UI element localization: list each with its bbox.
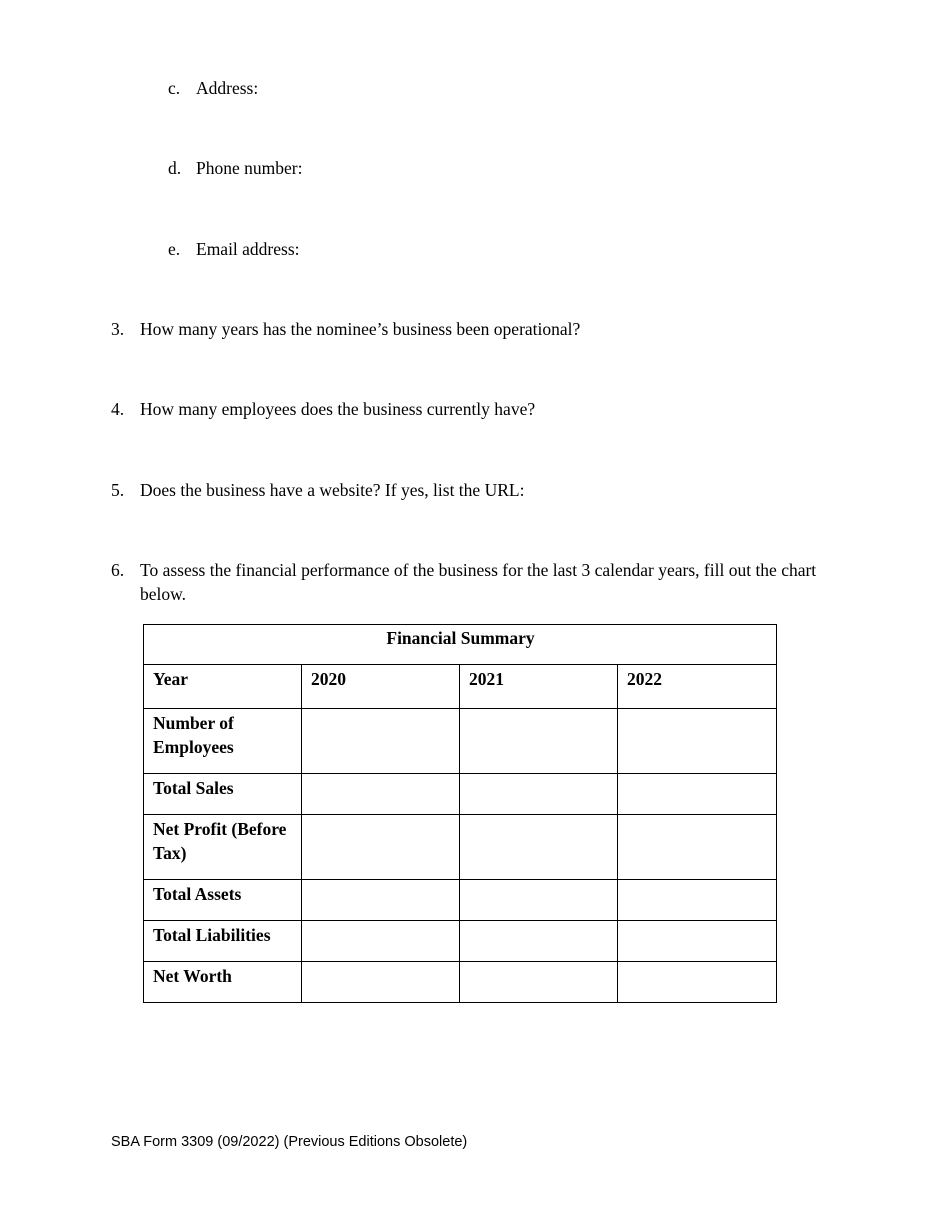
year-2020-header: 2020 [302, 665, 460, 709]
total-liabilities-2021-cell[interactable] [460, 921, 618, 962]
table-header-row [144, 665, 777, 709]
net-worth-2020-cell[interactable] [302, 962, 460, 1003]
email-address-label: Email address: [196, 239, 300, 259]
table-row [144, 962, 777, 1003]
table-row [144, 709, 777, 774]
question-text: Does the business have a website? If yes, list the URL: [140, 480, 525, 500]
total-assets-2022-cell[interactable] [618, 880, 777, 921]
question-number: 3. [111, 319, 125, 339]
row-label-employees: Number of Employees [144, 709, 302, 774]
total-liabilities-2020-cell[interactable] [302, 921, 460, 962]
row-label-total-assets: Total Assets [144, 880, 302, 921]
row-label-net-worth: Net Worth [144, 962, 302, 1003]
total-sales-2020-cell[interactable] [302, 774, 460, 815]
net-profit-2020-cell[interactable] [302, 815, 460, 880]
net-profit-2021-cell[interactable] [460, 815, 618, 880]
net-worth-2021-cell[interactable] [460, 962, 618, 1003]
total-sales-2022-cell[interactable] [618, 774, 777, 815]
address-label: Address: [196, 78, 259, 98]
financial-summary-table [143, 624, 777, 1003]
year-2022-header: 2022 [618, 665, 777, 709]
question-number: 5. [111, 480, 125, 500]
question-text: How many employees does the business currently have? [140, 399, 536, 419]
employees-2020-cell[interactable] [302, 709, 460, 774]
table-row [144, 774, 777, 815]
item-marker: c. [168, 78, 181, 98]
total-assets-2021-cell[interactable] [460, 880, 618, 921]
item-marker: e. [168, 239, 181, 259]
net-profit-2022-cell[interactable] [618, 815, 777, 880]
question-number: 6. [111, 560, 125, 580]
net-worth-2022-cell[interactable] [618, 962, 777, 1003]
year-header: Year [144, 665, 302, 709]
item-marker: d. [168, 158, 182, 178]
table-row [144, 880, 777, 921]
total-assets-2020-cell[interactable] [302, 880, 460, 921]
question-number: 4. [111, 399, 125, 419]
year-2021-header: 2021 [460, 665, 618, 709]
table-row [144, 921, 777, 962]
table-row [144, 815, 777, 880]
total-sales-2021-cell[interactable] [460, 774, 618, 815]
row-label-total-liabilities: Total Liabilities [144, 921, 302, 962]
question-text: To assess the financial performance of the business for the last 3 calendar years, fill out the chart below. [140, 560, 817, 604]
employees-2022-cell[interactable] [618, 709, 777, 774]
form-footer: SBA Form 3309 (09/2022) (Previous Editions Obsolete) [111, 1134, 468, 1150]
row-label-total-sales: Total Sales [144, 774, 302, 815]
employees-2021-cell[interactable] [460, 709, 618, 774]
phone-number-label: Phone number: [196, 158, 303, 178]
table-title: Financial Summary [144, 625, 777, 665]
question-text: How many years has the nominee’s business been operational? [140, 319, 581, 339]
total-liabilities-2022-cell[interactable] [618, 921, 777, 962]
row-label-net-profit: Net Profit (Before Tax) [144, 815, 302, 880]
